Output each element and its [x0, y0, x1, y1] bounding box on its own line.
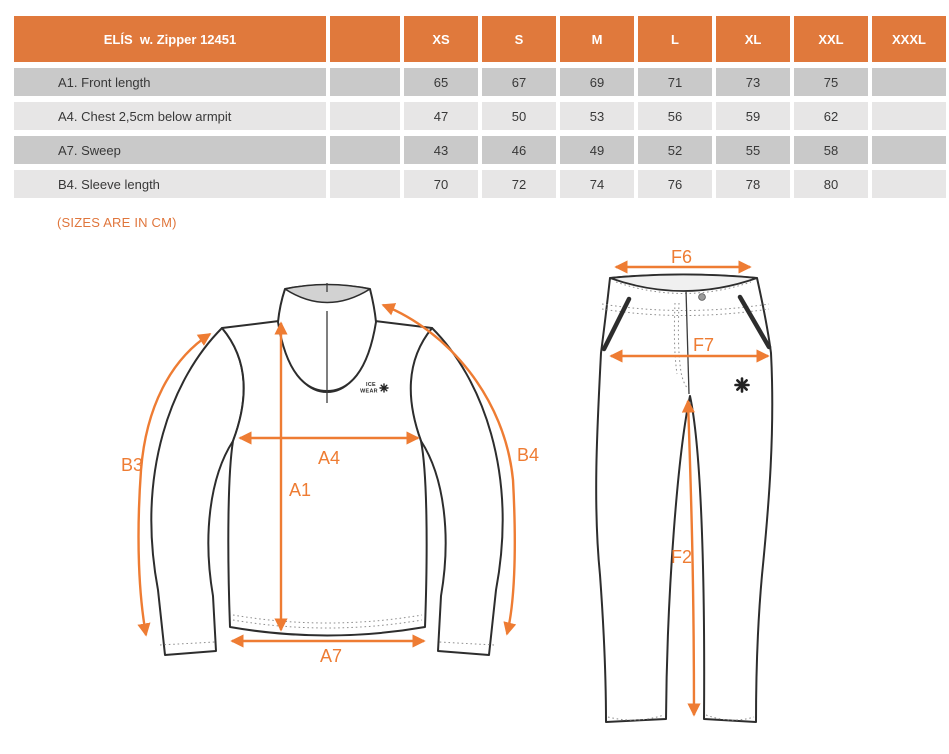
size-col-header-xl: XL — [716, 16, 790, 62]
size-value-cell: 62 — [794, 102, 868, 130]
size-value-cell: 46 — [482, 136, 556, 164]
size-value-cell: 70 — [404, 170, 478, 198]
size-value-cell: 73 — [716, 68, 790, 96]
row-label: A1. Front length — [14, 68, 326, 96]
size-col-header-m: M — [560, 16, 634, 62]
size-col-header-xxl: XXL — [794, 16, 868, 62]
size-value-cell: 47 — [404, 102, 478, 130]
size-value-cell: 43 — [404, 136, 478, 164]
waist-button — [699, 294, 706, 301]
label-a7: A7 — [320, 646, 343, 666]
size-col-header-xs: XS — [404, 16, 478, 62]
size-value-cell: 72 — [482, 170, 556, 198]
logo-snowflake-icon — [380, 384, 388, 392]
pants-snowflake-icon — [736, 379, 749, 392]
logo-text-wear: WEAR — [360, 388, 378, 395]
size-col-header-l: L — [638, 16, 712, 62]
size-value-cell: 59 — [716, 102, 790, 130]
size-value-cell: 50 — [482, 102, 556, 130]
size-value-cell: 76 — [638, 170, 712, 198]
label-f6: F6 — [671, 247, 693, 267]
size-value-cell: 75 — [794, 68, 868, 96]
size-value-cell: 69 — [560, 68, 634, 96]
label-a4: A4 — [318, 448, 341, 468]
size-value-cell: 65 — [404, 68, 478, 96]
size-value-cell: 67 — [482, 68, 556, 96]
size-value-cell: 56 — [638, 102, 712, 130]
size-col-header-xxxl: XXXL — [872, 16, 946, 62]
label-b4: B4 — [517, 445, 540, 465]
size-value-cell: 49 — [560, 136, 634, 164]
size-value-cell: 55 — [716, 136, 790, 164]
logo-text-ice: ICE — [366, 382, 376, 388]
size-col-header-s: S — [482, 16, 556, 62]
label-a1: A1 — [289, 480, 312, 500]
size-value-cell: 52 — [638, 136, 712, 164]
product-title: ELÍS w. Zipper 12451 — [14, 16, 326, 62]
pants-drawing — [596, 247, 772, 722]
size-value-cell: 80 — [794, 170, 868, 198]
size-value-cell: 53 — [560, 102, 634, 130]
label-b3: B3 — [121, 455, 144, 475]
sweater-drawing — [121, 283, 539, 666]
label-f7: F7 — [693, 335, 715, 355]
sizes-in-cm-note: (SIZES ARE IN CM) — [57, 215, 177, 230]
size-value-cell: 78 — [716, 170, 790, 198]
row-label: A4. Chest 2,5cm below armpit — [14, 102, 326, 130]
label-f2: F2 — [671, 547, 693, 567]
size-value-cell: 74 — [560, 170, 634, 198]
row-label: B4. Sleeve length — [14, 170, 326, 198]
row-label: A7. Sweep — [14, 136, 326, 164]
size-value-cell: 71 — [638, 68, 712, 96]
size-value-cell: 58 — [794, 136, 868, 164]
pants-body — [596, 275, 772, 723]
